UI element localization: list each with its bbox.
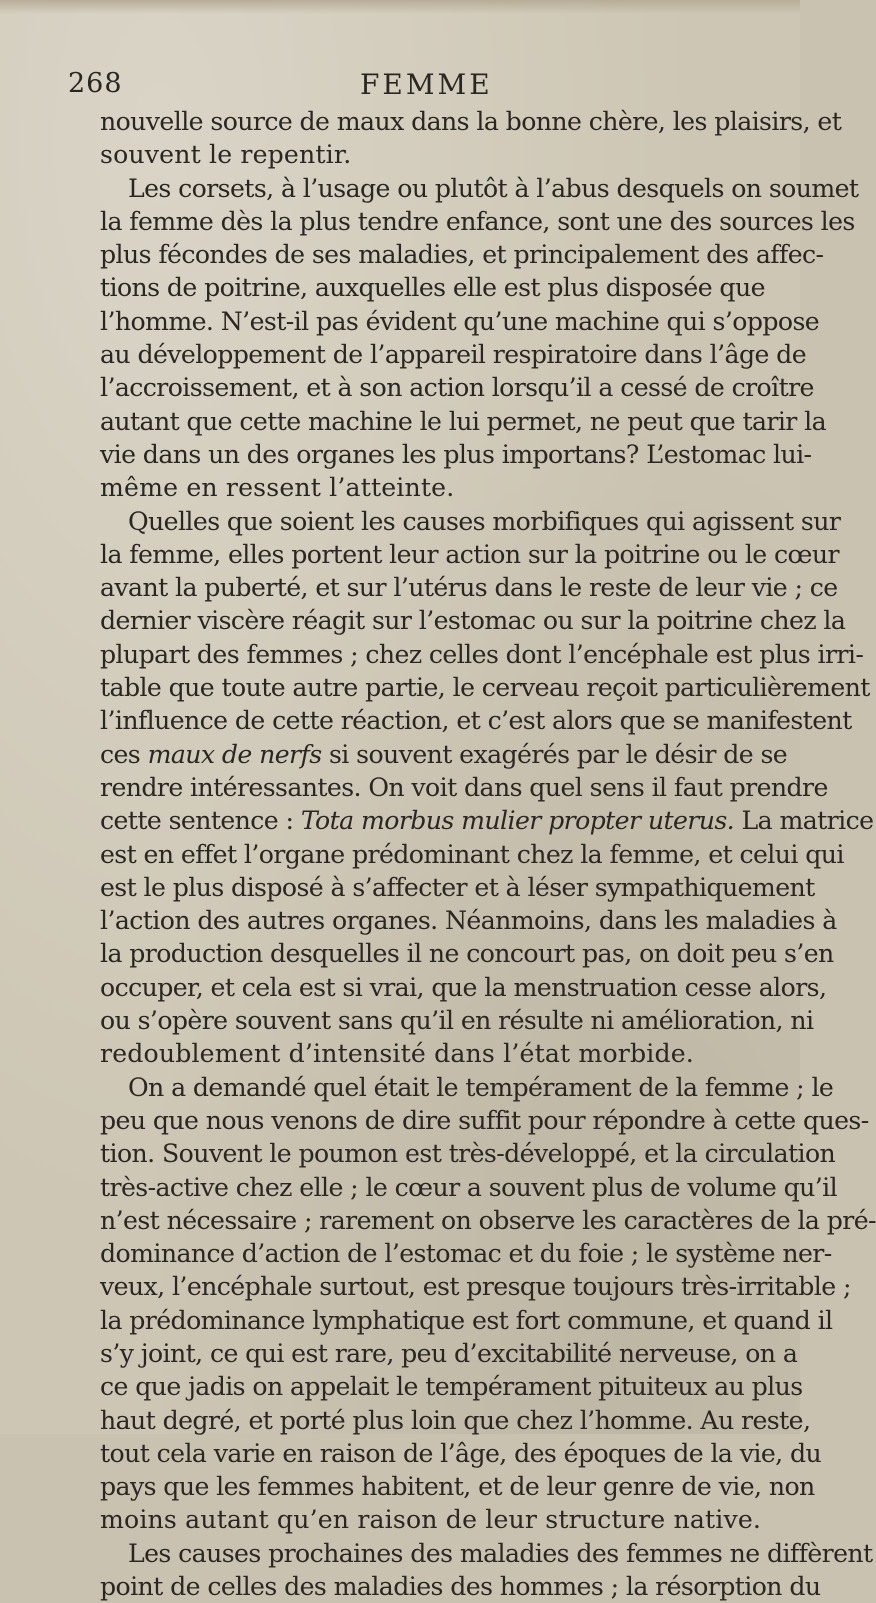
text-line: tions de poitrine, auxquelles elle est plus disposée que: [100, 273, 765, 303]
text-fragment: cette sentence :: [100, 806, 294, 836]
text-line: moins autant qu’en raison de leur structure native.: [100, 1505, 762, 1535]
text-line: dominance d’action de l’estomac et du foie ; le système ner-: [100, 1239, 832, 1269]
text-line: au développement de l’appareil respiratoire dans l’âge de: [100, 340, 807, 370]
text-line: plupart des femmes ; chez celles dont l’encéphale est plus irri-: [100, 639, 864, 669]
text-line: vie dans un des organes les plus importans? L’estomac lui-: [100, 439, 812, 469]
text-line: Les causes prochaines des maladies des femmes ne diffèrent: [128, 1538, 873, 1568]
text-line: Quelles que soient les causes morbifiques qui agissent sur: [128, 506, 841, 536]
text-line: On a demandé quel était le tempérament de la femme ; le: [128, 1072, 834, 1102]
text-line: pays que les femmes habitent, et de leur genre de vie, non: [100, 1472, 815, 1502]
text-line: s’y joint, ce qui est rare, peu d’excitabilité nerveuse, on a: [100, 1338, 798, 1368]
text-line: point de celles des maladies des hommes ; la résorption du: [100, 1572, 821, 1602]
text-line: souvent le repentir.: [100, 140, 352, 170]
text-line: est en effet l’organe prédominant chez la femme, et celui qui: [100, 839, 844, 869]
text-line: ou s’opère souvent sans qu’il en résulte ni amélioration, ni: [100, 1006, 814, 1036]
text-line: haut degré, et porté plus loin que chez l’homme. Au reste,: [100, 1405, 811, 1435]
italic-phrase: maux de nerfs: [147, 739, 322, 769]
body-text: [100, 105, 876, 1603]
text-line: autant que cette machine le lui permet, ne peut que tarir la: [100, 406, 826, 436]
text-line: Les corsets, à l’usage ou plutôt à l’abus desquels on soumet: [128, 173, 859, 203]
text-line: la femme, elles portent leur action sur la poitrine ou le cœur: [100, 539, 839, 569]
text-line: n’est nécessaire ; rarement on observe les caractères de la pré-: [100, 1205, 876, 1235]
text-line: l’accroissement, et à son action lorsqu’il a cessé de croître: [100, 373, 814, 403]
text-line: la prédominance lymphatique est fort commune, et quand il: [100, 1305, 833, 1335]
text-line: tion. Souvent le poumon est très-développé, et la circulation: [100, 1139, 836, 1169]
text-line: l’action des autres organes. Néanmoins, dans les maladies à: [100, 906, 837, 936]
text-line: rendre intéressantes. On voit dans quel sens il faut prendre: [100, 772, 828, 802]
text-line: même en ressent l’atteinte.: [100, 473, 455, 503]
text-line: plus fécondes de ses maladies, et principalement des affec-: [100, 240, 824, 270]
page-header: [60, 68, 750, 104]
text-line: veux, l’encéphale surtout, est presque toujours très-irritable ;: [100, 1272, 851, 1302]
text-line-mixed: [100, 804, 874, 837]
text-line: la femme dès la plus tendre enfance, sont une des sources les: [100, 206, 855, 236]
text-line: redoublement d’intensité dans l’état morbide.: [100, 1039, 694, 1069]
text-line: occuper, et cela est si vrai, que la menstruation cesse alors,: [100, 972, 827, 1002]
text-line: dernier viscère réagit sur l’estomac ou sur la poitrine chez la: [100, 606, 846, 636]
text-line: table que toute autre partie, le cerveau reçoit particulièrement: [100, 673, 870, 703]
text-fragment: La matrice: [741, 806, 874, 836]
text-line: peu que nous venons de dire suffit pour répondre à cette ques-: [100, 1105, 869, 1135]
text-line: avant la puberté, et sur l’utérus dans le reste de leur vie ; ce: [100, 573, 838, 603]
text-line-mixed: [100, 738, 788, 771]
text-line: l’influence de cette réaction, et c’est alors que se manifestent: [100, 706, 852, 736]
text-fragment: ces: [100, 739, 141, 769]
text-line: l’homme. N’est-il pas évident qu’une machine qui s’oppose: [100, 306, 820, 336]
text-line: tout cela varie en raison de l’âge, des époques de la vie, du: [100, 1438, 822, 1468]
text-line: très-active chez elle ; le cœur a souvent plus de volume qu’il: [100, 1172, 838, 1202]
text-line: est le plus disposé à s’affecter et à léser sympathiquement: [100, 872, 815, 902]
text-line: ce que jadis on appelait le tempérament pituiteux au plus: [100, 1372, 803, 1402]
page-number: 268: [68, 68, 123, 99]
text-line: la production desquelles il ne concourt pas, on doit peu s’en: [100, 939, 834, 969]
running-head: FEMME: [360, 68, 493, 101]
latin-quote: Tota morbus mulier propter uterus.: [300, 806, 735, 836]
page-top-edge: [0, 0, 800, 14]
text-line: nouvelle source de maux dans la bonne chère, les plaisirs, et: [100, 107, 842, 136]
text-fragment: si souvent exagérés par le désir de se: [328, 739, 788, 769]
